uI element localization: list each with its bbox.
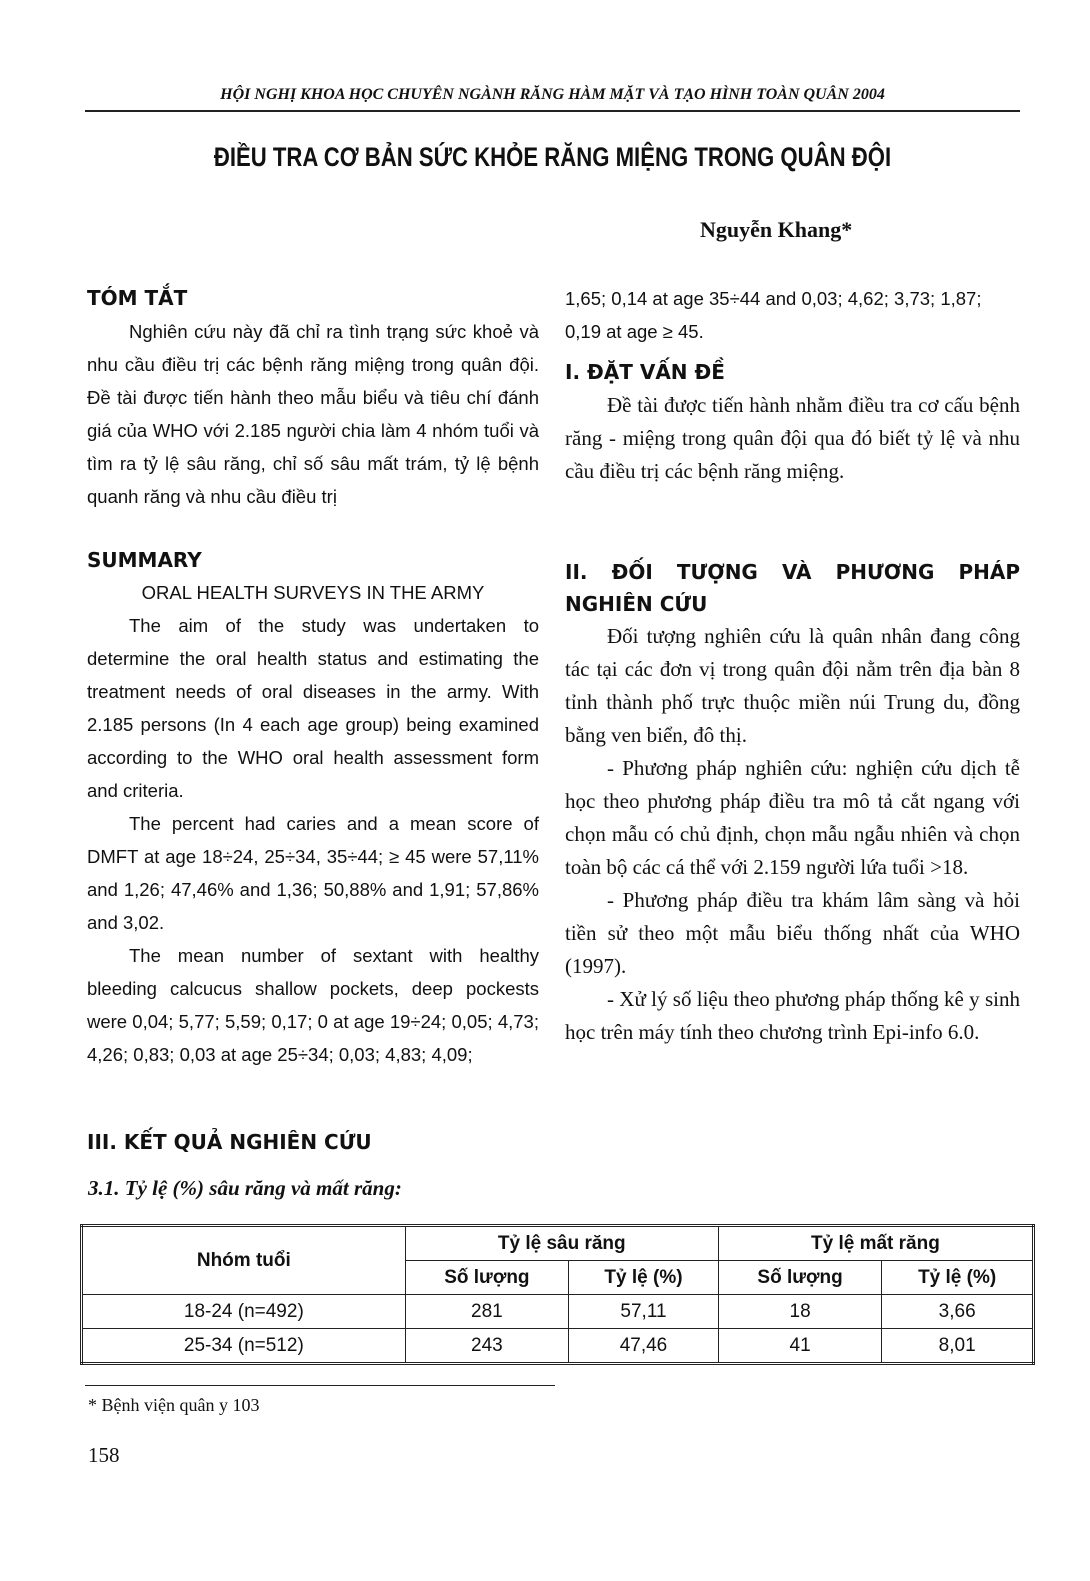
summary-paragraph: The mean number of sextant with healthy bleeding calcucus shallow pockets, deep pockests were 0,04; 5,77; 5,59; 0,17; 0 at age 19÷24; 0,05; 4,73; 4,26; 0,83; 0,03 at age 25÷34; 0,03; 4,83; 4,09; [87,945,539,1065]
results-table [80,1224,1035,1365]
footnote-rule [85,1385,555,1386]
summary-paragraph: The percent had caries and a mean score of DMFT at age 18÷24, 25÷34, 35÷44; ≥ 45 were 57,11% and 1,26; 47,46% and 1,36; 50,88% and 1,91; 57,86% and 3,02. [87,813,539,933]
table-caption: 3.1. Tỷ lệ (%) sâu răng và mất răng: [88,1176,402,1200]
author: Nguyễn Khang* [700,217,853,242]
summary-paragraph: The aim of the study was undertaken to determine the oral health status and estimating the treatment needs of oral diseases in the army. With 2.185 persons (In 4 each age group) being examined according to the WHO oral health assessment form and criteria. [87,615,539,801]
subheader: Tỷ lệ (%) [882,1261,1034,1295]
header-age-group: Nhóm tuổi [82,1226,406,1295]
section-2 [565,556,1020,1049]
table-cell: 41 [718,1329,881,1364]
header-caries: Tỷ lệ sâu răng [405,1226,718,1261]
page-number: 158 [88,1443,120,1467]
table-cell: 18 [718,1295,881,1329]
table-cell: 25-34 (n=512) [82,1329,406,1364]
subheader: Tỷ lệ (%) [569,1261,719,1295]
table-cell: 18-24 (n=492) [82,1295,406,1329]
header-rule [85,110,1020,112]
section-2-paragraph: - Phương pháp nghiên cứu: nghiện cứu dịch tễ học theo phương pháp điều tra mô tả cắt ngang với chọn mẫu có chủ định, chọn mẫu ngẫu nhiên và chọn toàn bộ các cá thể với 2.159 người lứa tuổi >18. [565,756,1020,879]
table-cell: 281 [405,1295,568,1329]
running-head: HỘI NGHỊ KHOA HỌC CHUYÊN NGÀNH RĂNG HÀM MẶT VÀ TẠO HÌNH TOÀN QUÂN 2004 [220,86,885,103]
abstract-heading: TÓM TẮT [87,286,188,310]
summary-block [87,544,539,1071]
table-cell: 8,01 [882,1329,1034,1364]
abstract-block [87,282,539,513]
abstract-text: Nghiên cứu này đã chỉ ra tình trạng sức khoẻ và nhu cầu điều trị các bệnh răng miệng trong quân đội. Đề tài được tiến hành theo mẫu biểu và tiêu chí đánh giá của WHO với 2.185 người chia làm 4 nhóm tuổi và tìm ra tỷ lệ sâu răng, chỉ số sâu mất trám, tỷ lệ bệnh quanh răng và nhu cầu điều trị [87,321,539,507]
header-tooth-loss: Tỷ lệ mất răng [718,1226,1033,1261]
section-2-heading: II. ĐỐI TƯỢNG VÀ PHƯƠNG PHÁP NGHIÊN CỨU [565,560,1020,616]
summary-continuation: 1,65; 0,14 at age 35÷44 and 0,03; 4,62; 3,73; 1,87; 0,19 at age ≥ 45. [565,288,982,342]
section-2-paragraph: - Xử lý số liệu theo phương pháp thống kê y sinh học trên máy tính theo chương trình Epi-info 6.0. [565,987,1020,1044]
table-cell: 243 [405,1329,568,1364]
article-title: ĐIỀU TRA CƠ BẢN SỨC KHỎE RĂNG MIỆNG TRONG QUÂN ĐỘI [213,142,892,172]
table-cell: 47,46 [569,1329,719,1364]
section-2-paragraph: - Phương pháp điều tra khám lâm sàng và hỏi tiền sử theo một mẫu biểu thống nhất của WHO (1997). [565,888,1020,978]
subheader: Số lượng [718,1261,881,1295]
table-cell: 3,66 [882,1295,1034,1329]
section-2-paragraph: Đối tượng nghiên cứu là quân nhân đang công tác tại các đơn vị trong quân đội nằm trên địa bàn 8 tỉnh thành phố trực thuộc miền núi Trung du, đồng bằng ven biển, đô thị. [565,624,1020,747]
section-1 [565,356,1020,488]
section-1-heading: I. ĐẶT VẤN ĐỀ [565,360,725,384]
table-row [82,1295,1034,1329]
summary-subtitle: ORAL HEALTH SURVEYS IN THE ARMY [141,582,485,603]
table-cell: 57,11 [569,1295,719,1329]
section-3-heading: III. KẾT QUẢ NGHIÊN CỨU [87,1130,372,1154]
footnote: * Bệnh viện quân y 103 [88,1395,260,1415]
table-row [82,1329,1034,1364]
summary-heading: SUMMARY [87,548,202,572]
section-1-text: Đề tài được tiến hành nhằm điều tra cơ cấu bệnh răng - miệng trong quân đội qua đó biết tỷ lệ và nhu cầu điều trị các bệnh răng miệng. [565,393,1020,483]
subheader: Số lượng [405,1261,568,1295]
